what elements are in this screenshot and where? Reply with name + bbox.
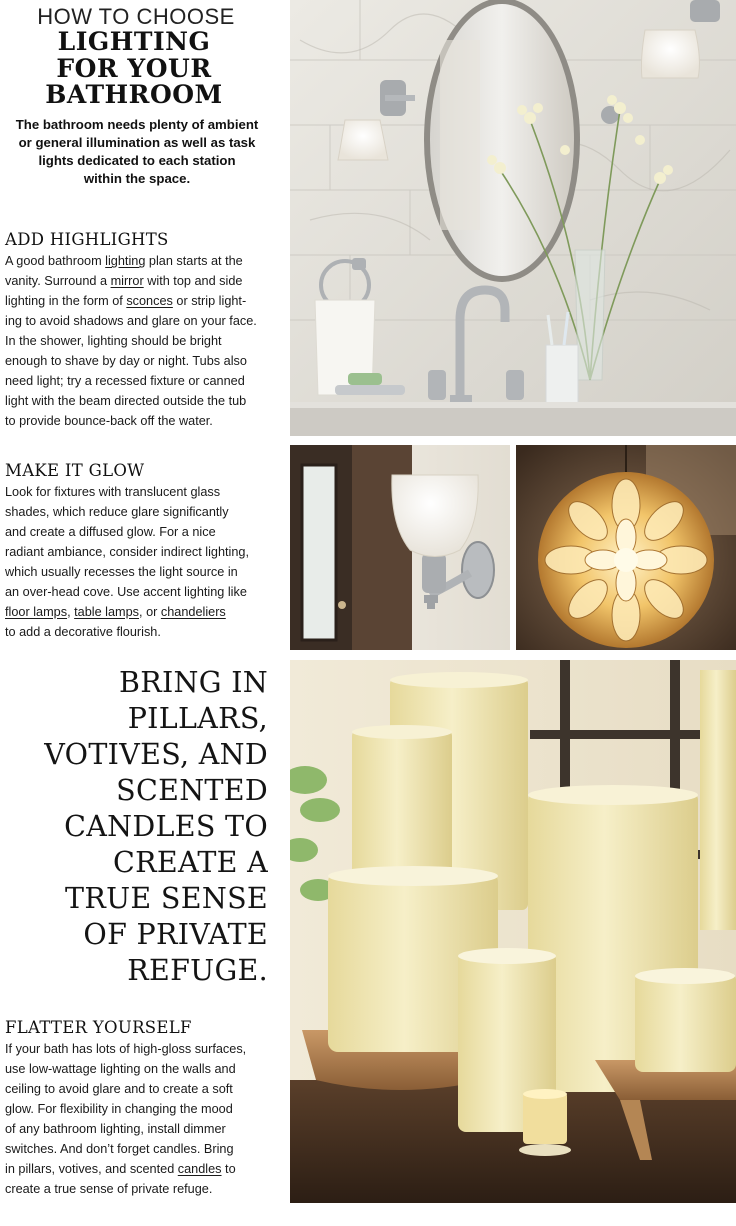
body-line [5,1179,267,1199]
pull-quote-line: PILLARS, [127,702,268,735]
body-line [5,331,267,351]
pull-quote-line: TRUE SENSE [65,882,268,915]
body-line [5,251,267,271]
body-text: an over-head cove. Use accent lighting like [5,585,247,599]
body-text: vanity. Surround a [5,274,111,288]
title-line: BATHROOM [45,80,223,109]
section-body-make-it-glow [5,482,267,642]
body-line [5,562,267,582]
intro-line: or general illumination as well as task [18,135,256,150]
intro-line: within the space. [83,171,191,186]
body-line [5,371,267,391]
body-text: A good bathroom [5,254,106,268]
body-text: to provide bounce-back off the water. [5,414,213,428]
intro-line: lights dedicated to each station [38,153,236,168]
title-line: FOR YOUR [56,53,212,83]
inline-link-mirror[interactable]: mirror [110,274,144,288]
body-line [5,522,267,542]
body-line [5,1099,267,1119]
body-line [5,1039,267,1059]
body-line [5,1119,267,1139]
body-line [5,291,267,311]
glass-wall-sconce-photo [290,445,510,650]
inline-link-floor-lamps[interactable]: floor lamps [5,605,68,619]
pull-quote-line: BRING IN [118,666,268,699]
body-text: radiant ambiance, consider indirect lighting, [5,545,250,559]
body-line [5,602,267,622]
body-line [5,411,267,431]
pillar-candles-photo [290,660,736,1203]
page-title [0,29,268,109]
pull-quote-line: VOTIVES, AND [44,738,268,771]
pull-quote-line: OF PRIVATE [83,918,268,951]
body-text: with top and side [143,274,243,288]
section-heading-add-highlights: ADD HIGHLIGHTS [5,230,169,249]
body-text: In the shower, lighting should be bright [5,334,222,348]
body-line [5,502,267,522]
body-text: enough to shave by day or night. Tubs also [5,354,247,368]
body-text: switches. And don’t forget candles. Bring [5,1142,234,1156]
inline-link-sconces[interactable]: sconces [126,294,173,308]
body-text: shades, which reduce glare significantly [5,505,229,519]
pull-quote-line: CREATE A [113,846,268,879]
body-text: ceiling to avoid glare and to create a soft [5,1082,233,1096]
vanity-mirror-sconces-photo [290,0,736,436]
body-text: create a true sense of private refuge. [5,1182,213,1196]
body-text: use low-wattage lighting on the walls and [5,1062,236,1076]
body-text: to [221,1162,236,1176]
body-line [5,351,267,371]
body-text: need light; try a recessed fixture or canned [5,374,245,388]
body-text: , [67,605,75,619]
pull-quote [20,665,268,989]
body-text: Look for fixtures with translucent glass [5,485,221,499]
body-text: glow. For flexibility in changing the mood [5,1102,233,1116]
title-line: LIGHTING [57,27,211,56]
pull-quote-line: REFUGE. [127,954,268,987]
body-text: If your bath has lots of high-gloss surfaces, [5,1042,247,1056]
section-heading-make-it-glow: MAKE IT GLOW [5,461,145,480]
section-body-flatter-yourself [5,1039,267,1199]
inline-link-chandeliers[interactable]: chandeliers [160,605,226,619]
body-line [5,482,267,502]
body-line [5,542,267,562]
body-line [5,271,267,291]
inline-link-table-lamps[interactable]: table lamps [74,605,140,619]
intro-line: The bathroom needs plenty of ambient [15,117,259,132]
body-line [5,391,267,411]
body-text: light with the beam directed outside the tub [5,394,247,408]
section-body-add-highlights [5,251,267,431]
body-text: or strip light- [172,294,247,308]
body-text: , or [139,605,161,619]
body-text: in pillars, votives, and scented [5,1162,178,1176]
body-line [5,622,267,642]
body-text: which usually recesses the light source in [5,565,238,579]
body-line [5,1079,267,1099]
body-text: of any bathroom lighting, install dimmer [5,1122,226,1136]
inline-link-candles[interactable]: candles [177,1162,222,1176]
inline-link-lighting[interactable]: lighting [105,254,146,268]
body-text: plan starts at the [145,254,243,268]
body-line [5,1059,267,1079]
body-line [5,582,267,602]
section-heading-flatter-yourself: FLATTER YOURSELF [5,1018,192,1037]
body-text: lighting in the form of [5,294,127,308]
capiz-lotus-pendant-photo [516,445,736,650]
body-text: and create a diffused glow. For a nice [5,525,216,539]
body-line [5,311,267,331]
intro-paragraph [8,116,266,188]
body-line [5,1159,267,1179]
pull-quote-line: CANDLES TO [64,810,268,843]
body-line [5,1139,267,1159]
pull-quote-line: SCENTED [116,774,268,807]
title-kicker: HOW TO CHOOSE [37,4,235,29]
body-text: ing to avoid shadows and glare on your face. [5,314,257,328]
body-text: to add a decorative flourish. [5,625,161,639]
